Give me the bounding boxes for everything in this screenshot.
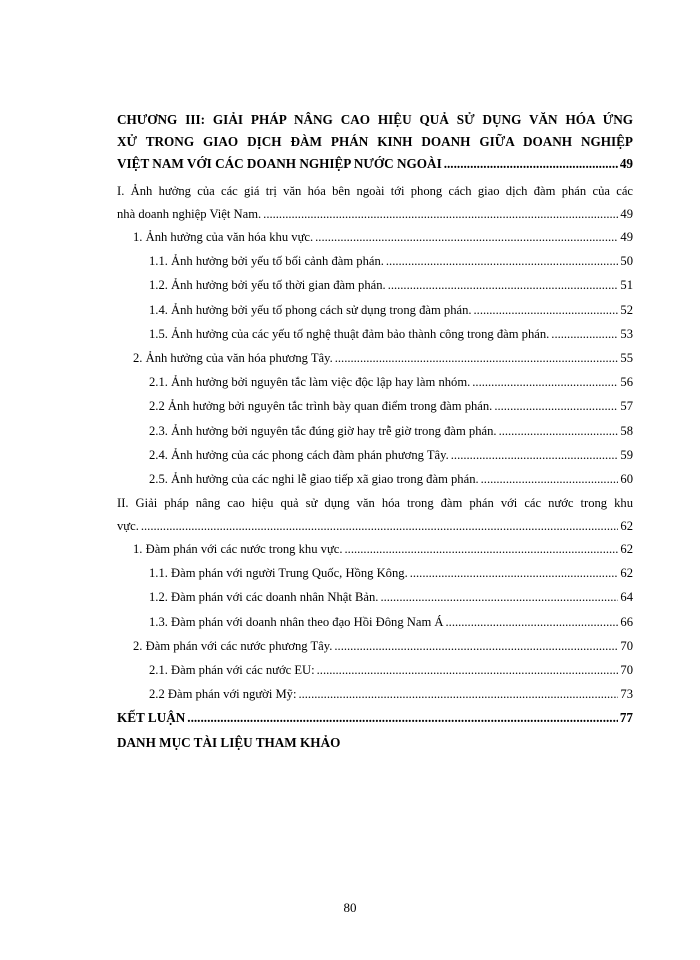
toc-item-text: 1. Đàm phán với các nước trong khu vực. [133,542,343,557]
page-number: 80 [343,900,357,915]
dot-leader [388,273,619,297]
toc-item [117,682,633,706]
dot-leader [386,249,619,273]
toc-page-number: 50 [620,254,633,269]
toc-item [117,419,633,443]
dot-leader [317,658,619,682]
toc-page-number: 58 [620,423,633,438]
dot-leader [380,585,618,609]
toc-item-text: 2.3. Ảnh hưởng bởi nguyên tắc đúng giờ hay trễ giờ trong đàm phán. [149,423,497,438]
toc-section-II [117,491,633,537]
toc-item [117,634,633,658]
toc-item [117,610,633,634]
toc-page-number: 52 [620,302,633,317]
toc-page-number: 49 [620,207,633,221]
toc-chapter-3-line-3: VIỆT NAM VỚI CÁC DOANH NGHIỆP NƯỚC NGOÀI [117,156,442,171]
toc-page-number: 53 [620,326,633,341]
toc-item [117,346,633,370]
toc-page-number: 55 [620,350,633,365]
toc-page-number: 62 [620,542,633,557]
toc-page-number: 60 [620,471,633,486]
dot-leader [494,394,618,418]
toc-page-number: 62 [620,566,633,581]
dot-leader [187,706,618,730]
toc-item-text: 2.2 Ảnh hưởng bởi nguyên tắc trình bày quan điểm trong đàm phán. [149,399,493,414]
dot-leader [551,322,618,346]
toc-conclusion-text: KẾT LUẬN [117,710,186,726]
toc-section-I-line-1: I. Ảnh hưởng của các giá trị văn hóa bên ngoài tới phong cách giao dịch đàm phán của các [117,184,633,198]
toc-item [117,394,633,418]
toc-page-number: 64 [620,590,633,605]
toc-references [117,731,633,755]
toc-page-number: 56 [620,375,633,390]
toc-page-number: 70 [620,663,633,677]
toc-conclusion [117,706,633,730]
table-of-contents [117,109,633,755]
toc-item [117,249,633,273]
toc-chapter-3-line-1: CHƯƠNG III: GIẢI PHÁP NÂNG CAO HIỆU QUẢ SỬ DỤNG VĂN HÓA ỨNG [117,112,633,127]
toc-item [117,443,633,467]
dot-leader [451,443,619,467]
toc-item [117,467,633,491]
toc-item [117,658,633,682]
toc-item-text: 1.1. Đàm phán với người Trung Quốc, Hồng Kông. [149,566,408,581]
toc-page-number: 49 [619,156,633,171]
toc-page-number: 70 [620,638,633,653]
dot-leader [481,467,619,491]
dot-leader [446,610,619,634]
dot-leader [334,634,618,658]
dot-leader [474,298,619,322]
dot-leader [141,515,619,537]
toc-item-text: 1.5. Ảnh hưởng của các yếu tố nghệ thuật đảm bảo thành công trong đàm phán. [149,326,550,341]
toc-item [117,585,633,609]
dot-leader [263,203,618,225]
dot-leader [472,370,618,394]
toc-section-I-line-2: nhà doanh nghiệp Việt Nam. [117,207,262,221]
toc-section-II-line-1: II. Giải pháp nâng cao hiệu quả sử dụng văn hóa trong đàm phán với các nước trong khu [117,496,633,511]
toc-page-number: 57 [620,399,633,414]
toc-item-text: 2.4. Ảnh hưởng của các phong cách đàm phán phương Tây. [149,447,449,462]
toc-item [117,225,633,249]
toc-page-number: 49 [620,230,633,244]
toc-item [117,561,633,585]
toc-item-text: 1. Ảnh hưởng của văn hóa khu vực. [133,230,314,244]
toc-item-text: 1.1. Ảnh hưởng bởi yếu tố bối cảnh đàm phán. [149,254,384,269]
toc-item-text: 1.2. Ảnh hưởng bởi yếu tố thời gian đàm phán. [149,278,386,293]
toc-item-text: 1.2. Đàm phán với các doanh nhân Nhật Bản. [149,590,379,605]
toc-item-text: 1.4. Ảnh hưởng bởi yếu tố phong cách sử dụng trong đàm phán. [149,302,472,317]
toc-page-number: 77 [619,710,633,726]
toc-item-text: 2.1. Đàm phán với các nước EU: [149,663,315,677]
toc-item-text: 2.5. Ảnh hưởng của các nghi lễ giao tiếp xã giao trong đàm phán. [149,471,479,486]
dot-leader [298,682,618,706]
toc-page-number: 66 [620,614,633,629]
toc-page-number: 59 [620,447,633,462]
toc-item-text: 1.3. Đàm phán với doanh nhân theo đạo Hồi Đông Nam Á [149,614,444,629]
toc-item-text: 2. Ảnh hưởng của văn hóa phương Tây. [133,350,333,365]
toc-chapter-3 [117,109,633,175]
toc-item [117,322,633,346]
toc-references-text: DANH MỤC TÀI LIỆU THAM KHẢO [117,734,341,750]
toc-item-text: 2.1. Ảnh hưởng bởi nguyên tắc làm việc độc lập hay làm nhóm. [149,375,471,390]
toc-chapter-3-line-2: XỬ TRONG GIAO DỊCH ĐÀM PHÁN KINH DOANH GIỮA DOANH NGHIỆP [117,134,633,149]
dot-leader [499,419,619,443]
toc-item [117,273,633,297]
toc-page-number: 51 [620,278,633,293]
dot-leader [345,537,619,561]
toc-item [117,370,633,394]
dot-leader [315,225,618,249]
dot-leader [335,346,619,370]
toc-section-I [117,179,633,225]
toc-page-number: 73 [620,687,633,702]
dot-leader [410,561,619,585]
toc-item-text: 2. Đàm phán với các nước phương Tây. [133,638,333,653]
toc-item [117,298,633,322]
toc-item [117,537,633,561]
toc-item-text: 2.2 Đàm phán với người Mỹ: [149,687,297,702]
toc-section-II-line-2: vực. [117,519,139,534]
dot-leader [444,153,618,175]
toc-page-number: 62 [620,519,633,534]
